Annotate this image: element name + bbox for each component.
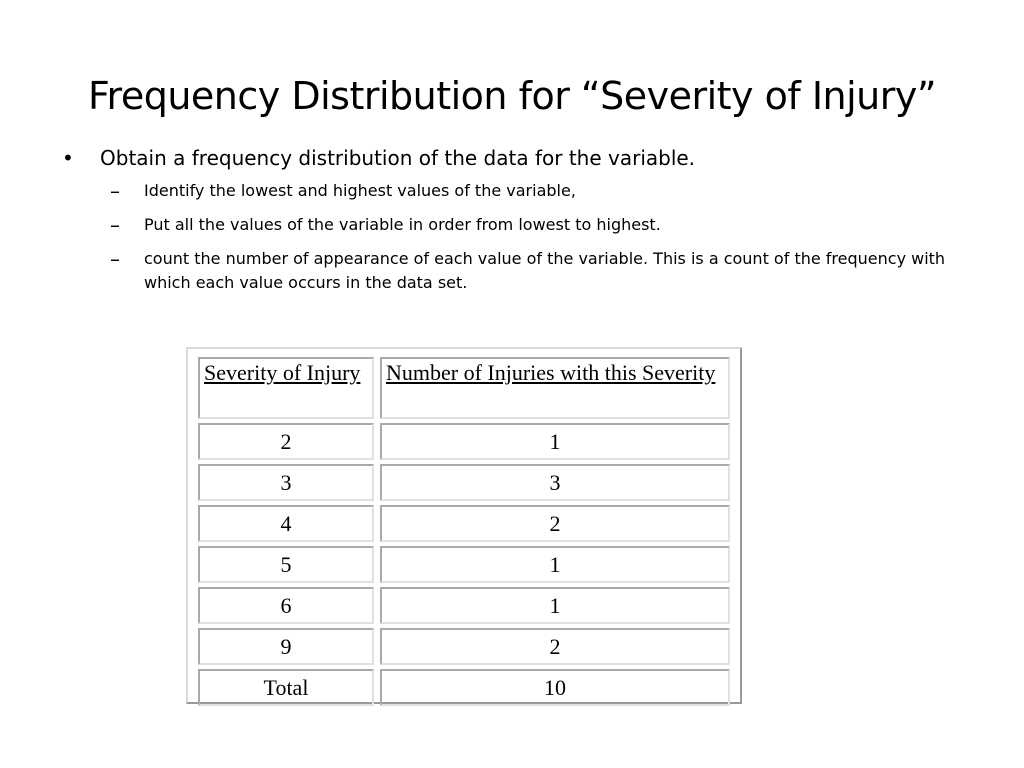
sub-bullet-text: Identify the lowest and highest values of the variable, — [144, 181, 576, 200]
slide-title: Frequency Distribution for “Severity of Injury” — [87, 74, 937, 118]
header-severity: Severity of Injury — [198, 357, 374, 419]
table-header-row — [198, 357, 730, 419]
cell-severity: 3 — [198, 464, 374, 501]
table-total-row — [198, 669, 730, 706]
cell-count: 1 — [380, 587, 730, 624]
cell-count: 3 — [380, 464, 730, 501]
bullet-marker: • — [62, 146, 74, 170]
sub-bullet — [110, 213, 962, 237]
bullet-main — [62, 143, 962, 295]
cell-severity: 9 — [198, 628, 374, 665]
sub-bullet — [110, 247, 962, 295]
sub-bullet-list — [110, 179, 962, 295]
sub-bullet-text: count the number of appearance of each value of the variable. This is a count of the frequency with which each value occurs in the data set. — [144, 249, 946, 292]
frequency-table — [192, 353, 736, 710]
cell-severity: 2 — [198, 423, 374, 460]
table-row — [198, 587, 730, 624]
table-row — [198, 546, 730, 583]
cell-severity: 5 — [198, 546, 374, 583]
cell-count: 1 — [380, 546, 730, 583]
cell-count: 1 — [380, 423, 730, 460]
cell-total-value: 10 — [380, 669, 730, 706]
table-row — [198, 423, 730, 460]
dash-marker: – — [110, 179, 120, 203]
dash-marker: – — [110, 213, 120, 237]
sub-bullet-text: Put all the values of the variable in order from lowest to highest. — [144, 215, 661, 234]
table-row — [198, 505, 730, 542]
frequency-table-frame — [186, 347, 742, 704]
table-row — [198, 464, 730, 501]
cell-total-label: Total — [198, 669, 374, 706]
bullet-main-text: Obtain a frequency distribution of the data for the variable. — [100, 146, 696, 170]
header-count: Number of Injuries with this Severity — [380, 357, 730, 419]
cell-severity: 6 — [198, 587, 374, 624]
cell-count: 2 — [380, 628, 730, 665]
bullet-list — [62, 143, 962, 305]
table-row — [198, 628, 730, 665]
sub-bullet — [110, 179, 962, 203]
cell-severity: 4 — [198, 505, 374, 542]
dash-marker: – — [110, 247, 120, 271]
cell-count: 2 — [380, 505, 730, 542]
